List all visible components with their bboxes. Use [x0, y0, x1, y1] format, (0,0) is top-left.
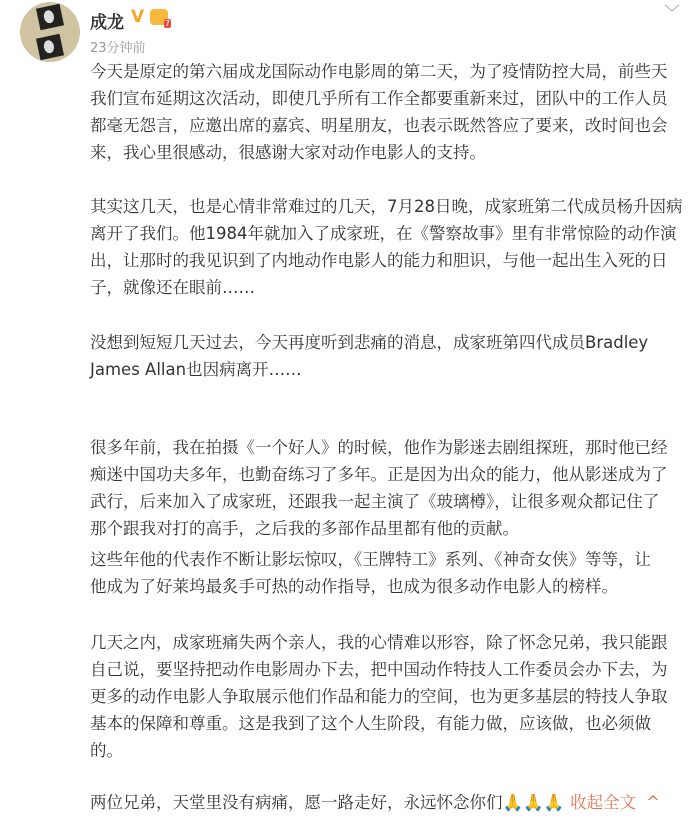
chevron-up-icon[interactable]: ^ [646, 793, 660, 812]
post-line: James Allan也因病离开…… [90, 360, 302, 379]
post-time[interactable]: 23分钟前 [90, 41, 146, 56]
collapse-button[interactable] [570, 793, 660, 812]
post-line: 这些年他的代表作不断让影坛惊叹，《王牌特工》系列、《神奇女侠》等等，让 [90, 550, 651, 569]
chevron-down-icon[interactable]: ﹀ [664, 3, 681, 22]
post-paragraph [90, 546, 651, 600]
post-line: 痴迷中国功夫多年，也勤奋练习了多年。正是因为出众的能力，他从影迷成为了 [90, 465, 668, 484]
post-paragraph [90, 789, 660, 816]
post-line: 没想到短短几天过去，今天再度听到悲痛的消息，成家班第四代成员Bradley [90, 333, 649, 352]
avatar-photo [36, 34, 64, 61]
avatar-photo [36, 4, 64, 31]
vip-crown-icon [150, 9, 168, 25]
post-line: 子，就像还在眼前…… [90, 278, 255, 297]
post-line: 两位兄弟，天堂里没有病痛，愿一路走好，永远怀念你们🙏🙏🙏 [90, 793, 565, 812]
post-line: 今天是原定的第六届成龙国际动作电影周的第二天，为了疫情防控大局，前些天 [90, 62, 668, 81]
post-line: 离开了我们。他1984年就加入了成家班，在《警察故事》里有非常惊险的动作演 [90, 224, 677, 243]
post-line: 出，让那时的我见识到了内地动作电影人的能力和胆识，与他一起出生入死的日 [90, 251, 668, 270]
post-line: 他成为了好莱坞最炙手可热的动作指导，也成为很多动作电影人的榜样。 [90, 577, 618, 596]
post-line: 其实这几天，也是心情非常难过的几天，7月28日晚，成家班第二代成员杨升因病 [90, 197, 683, 216]
post-line: 来，我心里很感动，很感谢大家对动作电影人的支持。 [90, 143, 486, 162]
post-line: 更多的动作电影人争取展示他们作品和能力的空间，也为更多基层的特技人争取 [90, 687, 668, 706]
post-line: 都毫无怨言，应邀出席的嘉宾、明星朋友，也表示既然答应了要来，改时间也会 [90, 116, 668, 135]
post-line: 那个跟我对打的高手，之后我的多部作品里都有他的贡献。 [90, 519, 519, 538]
post-paragraph [90, 329, 648, 383]
post-line: 我们宣布延期这次活动，即使几乎所有工作全都要重新来过，团队中的工作人员 [90, 89, 668, 108]
post-line: 的。 [90, 741, 123, 760]
collapse-label[interactable]: 收起全文 [570, 793, 637, 812]
post-line: 自己说，要坚持把动作电影周办下去，把中国动作特技人工作委员会办下去，为 [90, 660, 668, 679]
post-paragraph [90, 629, 668, 764]
post-paragraph [90, 193, 683, 301]
post-line: 很多年前，我在拍摄《一个好人》的时候，他作为影迷去剧组探班，那时他已经 [90, 438, 668, 457]
avatar[interactable] [20, 2, 80, 62]
verified-icon: V [131, 7, 145, 27]
author-name[interactable]: 成龙 [90, 13, 124, 33]
post-line: 基本的保障和尊重。这是我到了这个人生阶段，有能力做，应该做，也必须做 [90, 714, 651, 733]
post-paragraph [90, 434, 668, 542]
post-paragraph [90, 58, 668, 166]
post-line: 武行，后来加入了成家班，还跟我一起主演了《玻璃樽》，让很多观众都记住了 [90, 492, 660, 511]
post-line: 几天之内，成家班痛失两个亲人，我的心情难以形容，除了怀念兄弟，我只能跟 [90, 633, 668, 652]
